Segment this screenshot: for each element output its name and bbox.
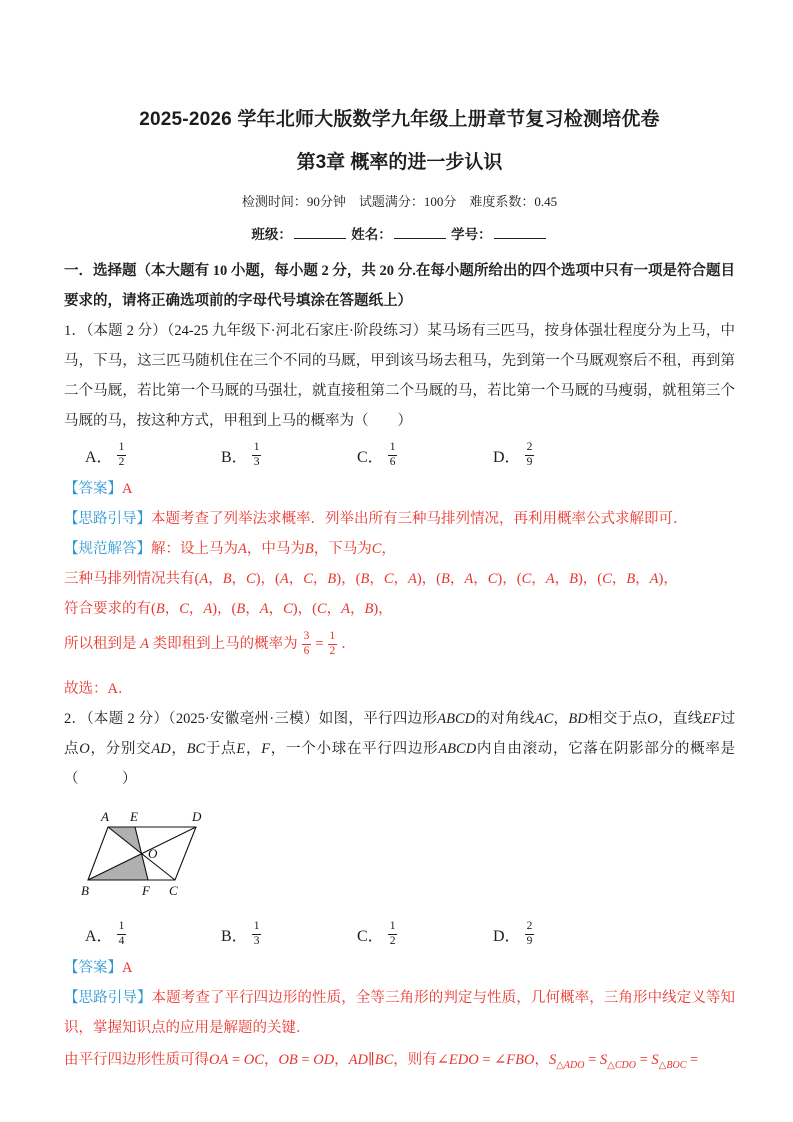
student-id-field-label: 学号：: [451, 227, 492, 242]
q1-answer-value: A: [122, 481, 133, 497]
q2-answer-line: [64, 953, 735, 983]
q1-guide-line: [64, 504, 735, 534]
q1-solution-probability: 所以租到是 A 类即租到上马的概率为 $\frac{3}{6}$ = $\frac{1}{2}$ ．: [64, 630, 356, 658]
page-title: 2025-2026 学年北师大版数学九年级上册章节复习检测培优卷: [139, 109, 660, 130]
question-2-options-row: [64, 915, 735, 953]
q2-answer-label: 【答案】: [64, 960, 122, 976]
q1-option-d: D． $\frac{2}{9}$: [493, 440, 533, 468]
parallelogram-figure: [68, 799, 735, 909]
section-1-heading: 一．选择题（本大题有 10 小题，每小题 2 分，共 20 分.在每小题所给出的四个选项中只有一项是符合题目要求的，请将正确选项前的字母代号填涂在答题纸上）: [64, 263, 735, 309]
vertex-label-c: C: [169, 883, 178, 898]
exam-meta-line: 检测时间：90分钟 试题满分：100分 难度系数：0.45: [241, 194, 558, 209]
q1-option-a: A． $\frac{1}{2}$: [85, 440, 125, 468]
question-1-options-row: [64, 436, 735, 474]
q1-solution-matching: 符合要求的有(B，C，A)，(B，A，C)，(C，A，B)，: [64, 601, 393, 617]
vertex-label-o: O: [148, 846, 158, 861]
vertex-label-f: F: [142, 883, 150, 898]
student-info-line: [64, 223, 735, 243]
q2-derivation-line: 由平行四边形性质可得OA = OC，OB = OD，AD∥BC，则有∠EDO = ∠FBO，$S_{\triangle ADO} = S_{\triangle CDO} = S_{\triangle BOC}$ =: [64, 1052, 699, 1071]
q1-option-c: C． $\frac{1}{6}$: [357, 440, 396, 468]
vertex-label-e: E: [130, 809, 138, 824]
class-field-label: 班级：: [251, 227, 292, 242]
q2-option-c: C． $\frac{1}{2}$: [357, 919, 396, 947]
q1-solution-enumeration: 三种马排列情况共有(A，B，C)，(A，C，B)，(B，C，A)，(B，A，C)，(C，A，B)，(C，B，A)，: [64, 571, 678, 587]
q2-guide-text: 本题考查了平行四边形的性质，全等三角形的判定与性质，几何概率，三角形中线定义等知识，掌握知识点的应用是解题的关键．: [64, 990, 736, 1036]
q1-solution-intro: 解：设上马为A，中马为B，下马为C，: [151, 541, 396, 557]
vertex-label-b: B: [81, 883, 89, 898]
q1-guide-label: 【思路引导】: [64, 511, 151, 527]
q2-option-d: D． $\frac{2}{9}$: [493, 919, 533, 947]
vertex-label-a: A: [101, 809, 109, 824]
class-blank-field: [294, 224, 346, 239]
question-1-stem: 1．（本题 2 分）（24-25 九年级下·河北石家庄·阶段练习）某马场有三匹马，按身体强壮程度分为上马，中马，下马，这三匹马随机住在三个不同的马厩，甲到该马场去租马，先到第一个马厩观察后不租，再到第二个马厩，若比第一个马厩的马强壮，就直接租第二个马厩的马，若比第一个马厩的马瘦弱，就租第三个马厩的马，按这种方式，甲租到上马的概率为（ ）: [64, 323, 735, 429]
q1-guide-text: 本题考查了列举法求概率．列举出所有三种马排列情况，再利用概率公式求解即可．: [151, 511, 688, 527]
vertex-label-d: D: [192, 809, 202, 824]
q2-guide-line: [64, 983, 735, 1043]
parallelogram-svg: [68, 799, 238, 904]
q2-guide-label: 【思路引导】: [64, 990, 152, 1006]
name-field-label: 姓名：: [351, 227, 392, 242]
q2-answer-value: A: [122, 960, 133, 976]
name-blank-field: [394, 224, 446, 239]
q1-answer-line: [64, 474, 735, 504]
q2-option-b: B． $\frac{1}{3}$: [221, 919, 260, 947]
q1-option-b: B． $\frac{1}{3}$: [221, 440, 260, 468]
question-2-stem: 2．（本题 2 分）（2025·安徽亳州·三模）如图，平行四边形ABCD的对角线AC，BD相交于点O，直线EF过点O，分别交AD，BC于点E，F，一个小球在平行四边形ABCD内自由滚动，它落在阴影部分的概率是（ ）: [64, 711, 736, 787]
q1-solution-label: 【规范解答】: [64, 541, 151, 557]
q2-option-a: A． $\frac{1}{4}$: [85, 919, 125, 947]
chapter-title: 第3章 概率的进一步认识: [296, 152, 503, 173]
q1-solution-choice: 故选：A．: [64, 681, 133, 697]
q1-solution-intro-line: [64, 534, 735, 564]
q1-answer-label: 【答案】: [64, 481, 122, 497]
student-id-blank-field: [494, 224, 546, 239]
